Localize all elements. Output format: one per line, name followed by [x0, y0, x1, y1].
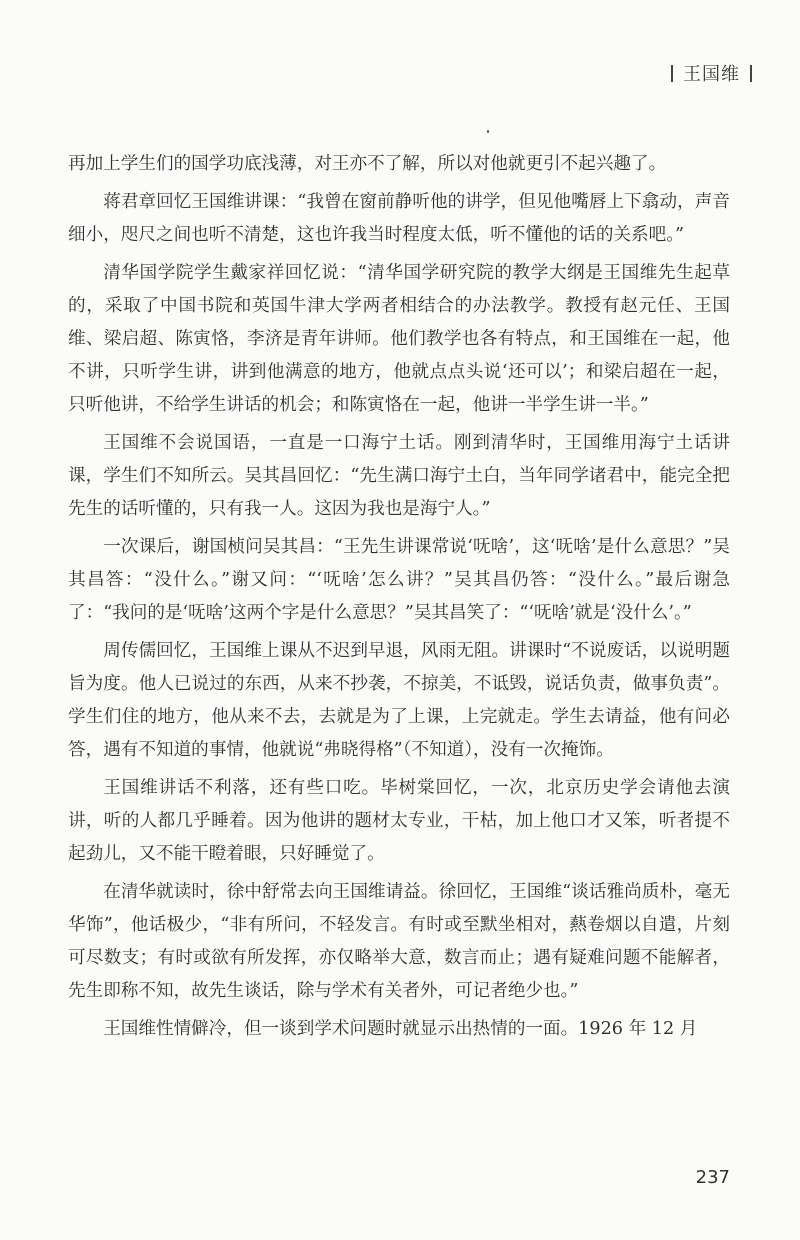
paragraph: 一次课后，谢国桢问吴其昌：“王先生讲课常说‘呒啥’，这‘呒啥’是什么意思？”吴其昌答：“没什么。”谢又问：“‘呒啥’怎么讲？”吴其昌仍答：“没什么。”最后谢急了：“我问的是‘呒啥’这两个字是什么意思？”吴其昌笑了：“‘呒啥’就是‘没什么’。” — [68, 537, 730, 623]
scan-speck — [487, 130, 489, 133]
paragraph: 王国维性情僻冷，但一谈到学术问题时就显示出热情的一面。1926 年 12 月 — [103, 1019, 698, 1039]
paragraph: 王国维不会说国语，一直是一口海宁土话。刚到清华时，王国维用海宁土话讲课，学生们不知所云。吴其昌回忆：“先生满口海宁土白，当年同学诸君中，能完全把先生的话听懂的，只有我一人。这因为我也是海宁人。” — [68, 433, 730, 519]
paragraph: 在清华就读时，徐中舒常去向王国维请益。徐回忆，王国维“谈话雅尚质朴，毫无华饰”，他话极少，“非有所问，不轻发言。有时或至默坐相对，爇卷烟以自遣，片刻可尽数支；有时或欲有所发挥，亦仅略举大意，数言而止；遇有疑难问题不能解者，先生即称不知，故先生谈话，除与学术有关者外，可记者绝少也。” — [68, 882, 730, 1001]
running-header — [661, 60, 762, 86]
body-text — [68, 148, 730, 1051]
paragraph: 再加上学生们的国学功底浅薄，对王亦不了解，所以对他就更引不起兴趣了。 — [68, 154, 667, 174]
header-bar-right — [750, 65, 752, 82]
page-number: 237 — [695, 1167, 730, 1188]
paragraph: 蒋君章回忆王国维讲课：“我曾在窗前静听他的讲学，但见他嘴唇上下翕动，声音细小，咫尺之间也听不清楚，这也许我当时程度太低，听不懂他的话的关系吧。” — [68, 192, 730, 245]
paragraph: 清华国学院学生戴家祥回忆说：“清华国学研究院的教学大纲是王国维先生起草的，采取了中国书院和英国牛津大学两者相结合的办法教学。教授有赵元任、王国维、梁启超、陈寅恪，李济是青年讲师。他们教学也各有特点，和王国维在一起，他不讲，只听学生讲，讲到他满意的地方，他就点点头说‘还可以’；和梁启超在一起，只听他讲，不给学生讲话的机会；和陈寅恪在一起，他讲一半学生讲一半。” — [68, 263, 730, 415]
paragraph: 周传儒回忆，王国维上课从不迟到早退，风雨无阻。讲课时“不说废话，以说明题旨为度。他人已说过的东西，从来不抄袭，不掠美，不诋毁，说话负责，做事负责”。学生们住的地方，他从来不去，去就是为了上课，上完就走。学生去请益，他有问必答，遇有不知道的事情，他就说“弗晓得格”（不知道），没有一次掩饰。 — [68, 641, 730, 760]
paragraph: 王国维讲话不利落，还有些口吃。毕树棠回忆，一次，北京历史学会请他去演讲，听的人都几乎睡着。因为他讲的题材太专业，干枯，加上他口才又笨，听者提不起劲儿，又不能干瞪着眼，只好睡觉了。 — [68, 778, 730, 864]
running-title: 王国维 — [683, 64, 740, 85]
header-bar-left — [671, 65, 673, 82]
